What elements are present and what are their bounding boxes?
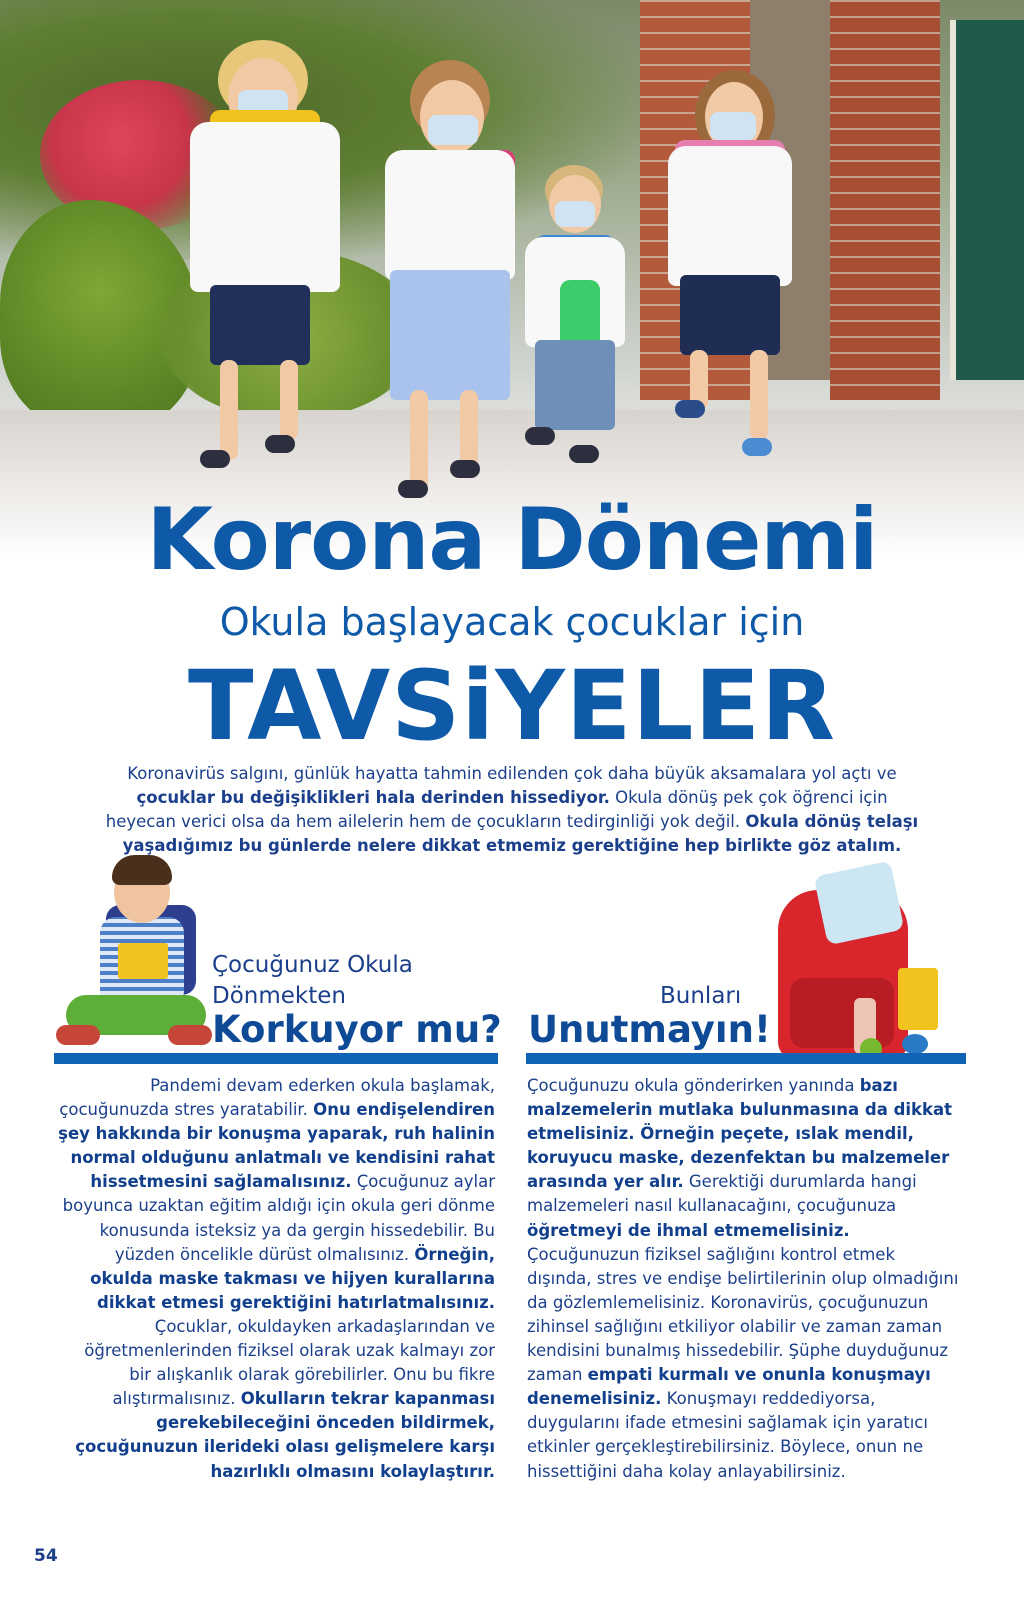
right-bold-part: bazı malzemelerin mutlaka bulunmasına da dikkat etmelisiniz. Örneğin peçete, ıslak mendil, koruyucu maske, dezenfektan bu malzemeler arasında yer alır. [527, 1076, 953, 1192]
right-text-part: Gerektiği durumlarda hangi malzemeleri nasıl kullanacağını, çocuğunuza [527, 1172, 917, 1216]
right-section-divider [526, 1053, 966, 1064]
left-text-part: Çocuğunuz aylar boyunca uzaktan eğitim aldığı için okula geri dönme konusunda isteksiz ya da gergin hissedebilir. Bu yüzden öncelikle dürüst olmalısınız. [62, 1172, 495, 1264]
right-text-part: Konuşmayı reddediyorsa, duygularını ifade etmesini sağlamak için yaratıcı etkinler gerçekleştirebilirsiniz. Böylece, onun ne hissettiğini daha kolay anlayabilirsiniz. [527, 1389, 928, 1481]
right-section-heading: Unutmayın! [528, 1008, 771, 1051]
left-section-heading: Korkuyor mu? [212, 1008, 502, 1051]
brick-pillar-right [830, 0, 940, 400]
right-text-part: Çocuğunuzu okula gönderirken yanında [527, 1076, 860, 1095]
intro-text-2: Okula dönüş pek çok öğrenci için heyecan verici olsa da hem ailelerin hem de çocukların tedirginliği yok değil. [105, 788, 888, 831]
intro-bold-2: Okula dönüş telaşı yaşadığımız bu günlerde nelere dikkat etmemiz gerektiğine hep birlikte göz atalım. [122, 812, 919, 855]
page-title: Korona Dönemi [146, 490, 878, 590]
boy-with-books-image [56, 855, 206, 1055]
right-column-text [527, 1074, 964, 1484]
left-section-divider [54, 1053, 498, 1064]
left-section-heading-small [212, 950, 472, 1012]
child-girl-right [650, 70, 810, 470]
intro-text-1: Koronavirüs salgını, günlük hayatta tahmin edilenden çok daha büyük aksamalara yol açtı ve [127, 764, 897, 783]
left-heading-line-1: Çocuğunuz Okula [212, 952, 413, 978]
hero-photo-children-running [0, 0, 1024, 560]
left-column-text [58, 1074, 495, 1484]
right-bold-part: öğretmeyi de ihmal etmemelisiniz. [527, 1220, 850, 1240]
child-green-folder [505, 165, 635, 475]
page-subtitle: Okula başlayacak çocuklar için [219, 600, 805, 644]
page-number: 54 [34, 1546, 58, 1566]
left-bold-part: Okulların tekrar kapanması gerekebileceğini önceden bildirmek, çocuğunuzun ilerideki olası gelişmelere karşı hazırlıklı olmasını kolaylaştırır. [75, 1389, 495, 1481]
left-heading-line-2: Dönmekten [212, 983, 346, 1009]
left-text-part: Pandemi devam ederken okula başlamak, çocuğunuzda stres yaratabilir. [59, 1076, 495, 1120]
right-text-part: Çocuğunuzun fiziksel sağlığını kontrol etmek dışında, stres ve endişe belirtilerinin olup olmadığını da gözlemlemelisiniz. Koronavirüs, çocuğunuzun zihinsel sağlığını etkiliyor olabilir ve zaman zaman kendisini bunalmış hissedebilir. Şüphe duyduğunuz zaman [527, 1244, 959, 1385]
left-text-part: Çocuklar, okuldayken arkadaşlarından ve öğretmenlerinden fiziksel olarak uzak kalmayı zor bir alışkanlık olarak görebilirler. Onu bu fikre alıştırmalısınız. [84, 1316, 495, 1409]
left-bold-part: Örneğin, okulda maske takması ve hijyen kurallarına dikkat etmesi gerektiğini hatırlatmalısınız. [90, 1244, 495, 1312]
school-window [950, 20, 1024, 380]
right-section-heading-small: Bunları [660, 983, 742, 1009]
left-bold-part: Onu endişelendiren şey hakkında bir konuşma yaparak, ruh halinin normal olduğunu anlatmalı ve kendisini rahat hissetmesini sağlamalısınız. [58, 1100, 495, 1192]
intro-bold-1: çocuklar bu değişiklikleri hala derinden hissediyor. [136, 788, 610, 807]
intro-paragraph [100, 762, 924, 858]
right-bold-part: empati kurmalı ve onunla konuşmayı denemelisiniz. [527, 1365, 931, 1409]
page-big-title: TAVSiYELER [188, 650, 836, 762]
red-backpack-with-mask-image [770, 868, 970, 1068]
